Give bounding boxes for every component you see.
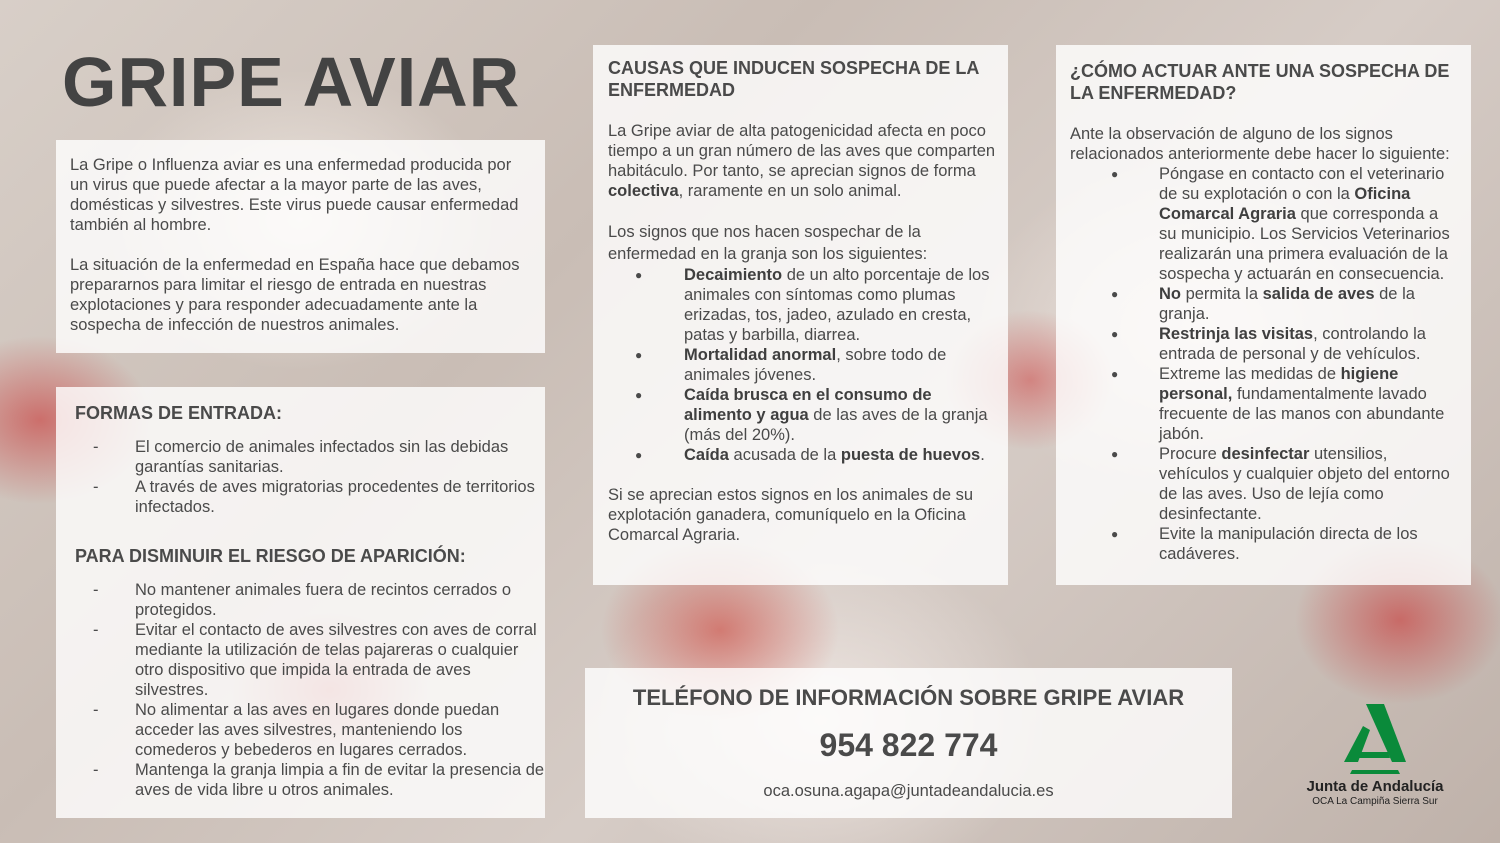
formas-heading: FORMAS DE ENTRADA: <box>75 403 282 423</box>
formas-list <box>75 437 545 517</box>
actuar-heading: ¿CÓMO ACTUAR ANTE UNA SOSPECHA DE LA ENFERMEDAD? <box>1070 61 1450 103</box>
email-link[interactable]: oca.osuna.agapa@juntadeandalucia.es <box>763 782 1054 800</box>
causas-paragraph-3: Si se aprecian estos signos en los animales de su explotación ganadera, comuníquelo en la Oficina Comarcal Agraria. <box>608 486 974 544</box>
junta-de-andalucia-logo <box>1290 702 1460 818</box>
disminuir-item: - Mantenga la granja limpia a fin de evitar la presencia de aves de vida libre u otros animales. <box>75 760 545 800</box>
phone-number[interactable]: 954 822 774 <box>819 727 998 763</box>
disminuir-heading: PARA DISMINUIR EL RIESGO DE APARICIÓN: <box>75 546 466 566</box>
causas-paragraph-1: La Gripe aviar de alta patogenicidad afecta en poco tiempo a un gran número de las aves que comparten habitáculo. Por tanto, se aprecian signos de forma colectiva, raramente en un solo animal. <box>608 122 996 200</box>
intro-paragraph-2: La situación de la enfermedad en España hace que debamos prepararnos para limitar el riesgo de entrada en nuestras explotaciones y para responder adecuadamente ante la sospecha de infección de nuestros animales. <box>70 256 520 334</box>
actuar-item: ● Extreme las medidas de higiene personal, fundamentalmente lavado frecuente de las manos con abundante jabón. <box>1070 364 1459 444</box>
disminuir-item: - Evitar el contacto de aves silvestres con aves de corral mediante la utilización de telas pajareras o cualquier otro dispositivo que impida la entrada de aves silvestres. <box>75 620 545 700</box>
disminuir-list <box>75 580 545 800</box>
actuar-panel <box>1056 45 1471 585</box>
signo-item: ● Caída brusca en el consumo de alimento y agua de las aves de la granja (más del 20%). <box>608 385 996 445</box>
disminuir-item: - No alimentar a las aves en lugares donde puedan acceder las aves silvestres, manteniendo los comederos y bebederos en lugares cerrados. <box>75 700 545 760</box>
actuar-item: ● Póngase en contacto con el veterinario de su explotación o con la Oficina Comarcal Agraria que corresponda a su municipio. Los Servicios Veterinarios realizarán una primera evaluación de la sospecha y actuarán en consecuencia. <box>1070 164 1459 284</box>
logo-subtitle: OCA La Campiña Sierra Sur <box>1312 796 1438 807</box>
disminuir-item: - No mantener animales fuera de recintos cerrados o protegidos. <box>75 580 545 620</box>
logo-org-name: Junta de Andalucía <box>1306 778 1444 795</box>
actuar-item: ● Evite la manipulación directa de los cadáveres. <box>1070 524 1459 564</box>
actuar-item: ● Restrinja las visitas, controlando la entrada de personal y de vehículos. <box>1070 324 1459 364</box>
intro-panel <box>56 140 545 353</box>
causas-heading: CAUSAS QUE INDUCEN SOSPECHA DE LA ENFERMEDAD <box>608 58 979 100</box>
formas-item: - A través de aves migratorias procedentes de territorios infectados. <box>75 477 545 517</box>
telefono-panel <box>585 668 1232 818</box>
signo-item: ● Caída acusada de la puesta de huevos. <box>608 445 996 465</box>
causas-paragraph-2: Los signos que nos hacen sospechar de la enfermedad en la granja son los siguientes: <box>608 223 928 263</box>
andalucia-a-icon <box>1344 702 1406 774</box>
page-title: GRIPE AVIAR <box>62 43 521 121</box>
actuar-list <box>1070 164 1459 564</box>
signos-list <box>608 265 996 465</box>
actuar-item: ● Procure desinfectar utensilios, vehículos y cualquier objeto del entorno de las aves. Uso de lejía como desinfectante. <box>1070 444 1459 524</box>
telefono-title: TELÉFONO DE INFORMACIÓN SOBRE GRIPE AVIAR <box>632 685 1185 710</box>
formas-item: - El comercio de animales infectados sin las debidas garantías sanitarias. <box>75 437 545 477</box>
intro-paragraph-1: La Gripe o Influenza aviar es una enfermedad producida por un virus que puede afectar a la mayor parte de las aves, domésticas y silvestres. Este virus puede causar enfermedad también al hombre. <box>70 156 519 234</box>
signo-item: ● Mortalidad anormal, sobre todo de animales jóvenes. <box>608 345 996 385</box>
causas-panel <box>593 45 1008 585</box>
signo-item: ● Decaimiento de un alto porcentaje de los animales con síntomas como plumas erizadas, tos, jadeo, azulado en cresta, patas y barbilla, diarrea. <box>608 265 996 345</box>
entry-and-prevention-panel <box>56 387 545 818</box>
actuar-item: ● No permita la salida de aves de la granja. <box>1070 284 1459 324</box>
actuar-paragraph-1: Ante la observación de alguno de los signos relacionados anteriormente debe hacer lo siguiente: <box>1070 125 1450 163</box>
